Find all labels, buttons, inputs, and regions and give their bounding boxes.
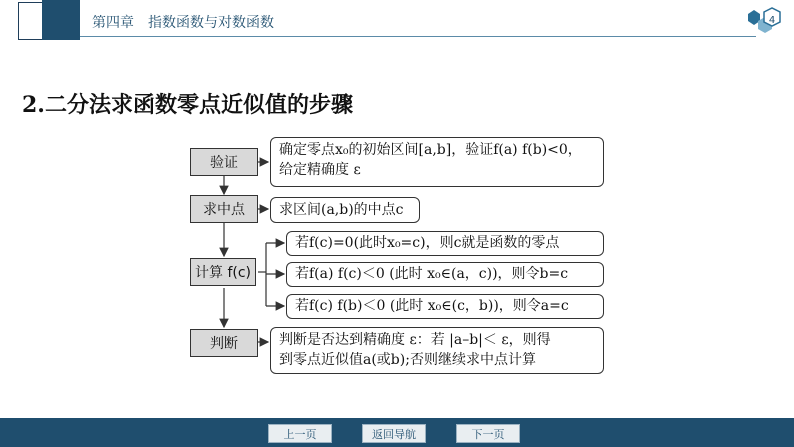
step-compute: 计算 f(c)	[190, 258, 256, 286]
case-zero-text: 若f(c)=0(此时x₀=c)，则c就是函数的零点	[295, 235, 560, 251]
step-midpoint: 求中点	[190, 195, 258, 223]
case-right-interval-text: 若f(c) f(b)＜0 (此时 x₀∈(c，b))，则令a=c	[295, 298, 569, 314]
case-left-interval-text: 若f(a) f(c)＜0 (此时 x₀∈(a，c))，则令b=c	[295, 266, 569, 282]
step-judge-line-1: 判断是否达到精确度 ε：若 |a–b|＜ ε，则得	[279, 332, 551, 348]
back-to-nav-button[interactable]: 返回导航	[362, 424, 426, 443]
next-page-button[interactable]: 下一页	[456, 424, 520, 443]
step-verify-line-1: 确定零点x₀的初始区间[a,b]，验证f(a) f(b)<0，	[279, 142, 582, 158]
step-verify-description	[270, 137, 604, 187]
step-judge-description	[270, 327, 604, 374]
step-midpoint-line-1: 求区间(a,b)的中点c	[279, 202, 404, 218]
step-judge: 判断	[190, 329, 258, 357]
page-number: 4	[768, 15, 776, 26]
prev-page-button[interactable]: 上一页	[268, 424, 332, 443]
chapter-title: 指数函数与对数函数	[148, 15, 274, 31]
step-verify: 验证	[190, 148, 258, 176]
step-midpoint-description	[270, 197, 420, 223]
step-verify-line-2: 给定精确度 ε	[279, 162, 361, 178]
step-judge-line-2: 到零点近似值a(或b);否则继续求中点计算	[279, 352, 536, 368]
case-left-interval	[286, 262, 604, 287]
case-zero	[286, 231, 604, 256]
chapter-label: 第四章	[92, 15, 134, 31]
case-right-interval	[286, 294, 604, 319]
section-title: 2.二分法求函数零点近似值的步骤	[22, 92, 353, 118]
